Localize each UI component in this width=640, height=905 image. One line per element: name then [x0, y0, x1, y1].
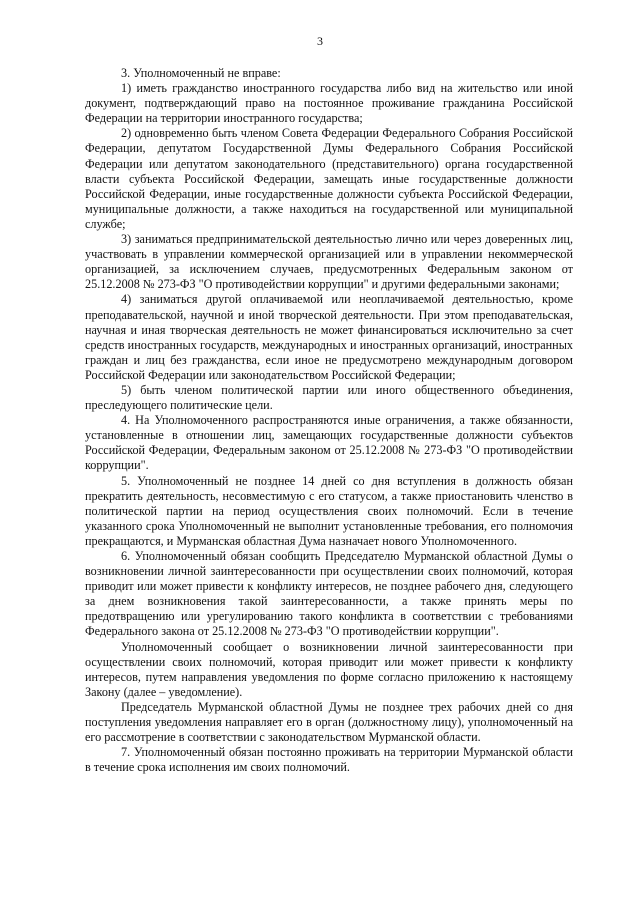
paragraph-clause-3-2: 2) одновременно быть членом Совета Федерации Федерального Собрания Российской Федерации, депутатом Государственной Думы Федерального Собрания Российской Федерации или депутатом законодательного (представительного) органа государственной власти субъекта Российской Федерации, замещать иные государственные должности Российской Федерации, иные государственные должности субъекта Российской Федерации, муниципальные должности, а также находиться на государственной или муниципальной службе;	[85, 126, 573, 231]
paragraph-clause-6-chairman: Председатель Мурманской областной Думы не позднее трех рабочих дней со дня поступления уведомления направляет его в орган (должностному лицу), уполномоченный на его рассмотрение в соответствии с законодательством Мурманской области.	[85, 699, 573, 745]
paragraph-clause-3-3: 3) заниматься предпринимательской деятельностью лично или через доверенных лиц, участвовать в управлении коммерческой организацией или в управлении некоммерческой организацией, за исключением случаев, предусмотренных Федеральным законом от 25.12.2008 № 273-ФЗ "О противодействии коррупции" и другими федеральными законами;	[85, 232, 573, 292]
paragraph-clause-4: 4. На Уполномоченного распространяются иные ограничения, а также обязанности, установленные в отношении лиц, замещающих государственные должности субъектов Российской Федерации, Федеральным законом от 25.12.2008 № 273-ФЗ "О противодействии коррупции".	[85, 413, 573, 473]
paragraph-clause-6-notification: Уполномоченный сообщает о возникновении личной заинтересованности при осуществлении своих полномочий, которая приводит или может привести к конфликту интересов, путем направления уведомления по форме согласно приложению к настоящему Закону (далее – уведомление).	[85, 639, 573, 699]
paragraph-clause-3-intro: 3. Уполномоченный не вправе:	[121, 66, 281, 80]
paragraph-clause-3-1: 1) иметь гражданство иностранного государства либо вид на жительство или иной документ, подтверждающий право на постоянное проживание гражданина Российской Федерации на территории иностранного государства;	[85, 81, 573, 126]
paragraph-clause-5: 5. Уполномоченный не позднее 14 дней со дня вступления в должность обязан прекратить деятельность, несовместимую с его статусом, а также приостановить членство в политической партии на период осуществления своих полномочий. Если в течение указанного срока Уполномоченный не выполнит установленные требования, его полномочия прекращаются, и Мурманская областная Дума назначает нового Уполномоченного.	[85, 473, 573, 548]
paragraph-clause-3-4: 4) заниматься другой оплачиваемой или неоплачиваемой деятельностью, кроме преподавательской, научной и иной творческой деятельности. При этом преподавательская, научная и иная творческая деятельность не может финансироваться исключительно за счет средств иностранных государств, международных и иностранных организаций, иностранных граждан и лиц без гражданства, если иное не предусмотрено международным договором Российской Федерации или законодательством Российской Федерации;	[85, 292, 573, 382]
page-number: 3	[317, 34, 323, 48]
paragraph-clause-3-5: 5) быть членом политической партии или иного общественного объединения, преследующего политические цели.	[85, 382, 573, 413]
paragraph-clause-7: 7. Уполномоченный обязан постоянно проживать на территории Мурманской области в течение срока исполнения им своих полномочий.	[85, 745, 573, 775]
paragraph-clause-6: 6. Уполномоченный обязан сообщить Председателю Мурманской областной Думы о возникновении личной заинтересованности при осуществлении своих полномочий, которая приводит или может привести к конфликту интересов, не позднее рабочего дня, следующего за днем возникновения такой заинтересованности, а также принять меры по предотвращению или урегулированию такого конфликта в соответствии с требованиями Федерального закона от 25.12.2008 № 273-ФЗ "О противодействии коррупции".	[85, 549, 573, 639]
document-body	[85, 66, 573, 775]
